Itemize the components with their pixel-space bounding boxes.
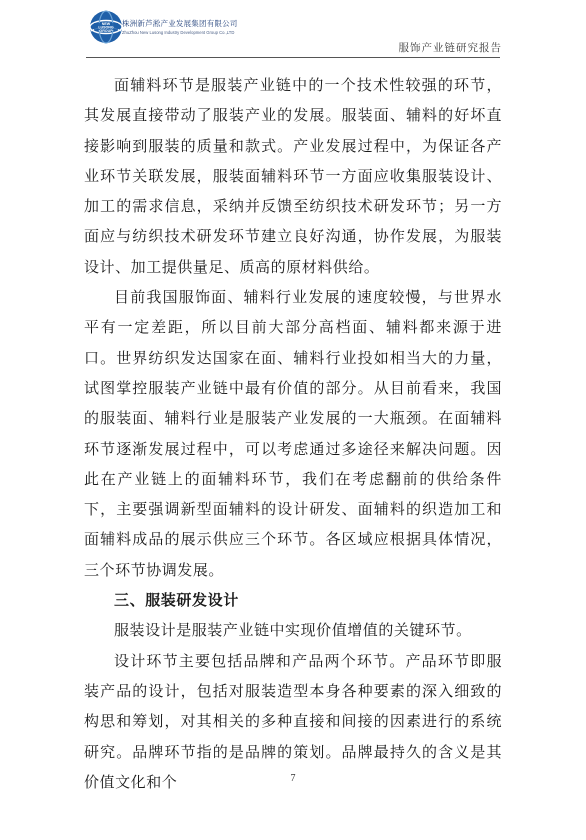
svg-text:NEW: NEW [101,22,111,27]
body-paragraph: 服装设计是服装产业链中实现价值增值的关键环节。 [114,621,472,640]
page-number: 7 [290,773,296,784]
company-name [122,18,322,35]
body-paragraph: 设计环节主要包括品牌和产品两个环节。产品环节即服装产品的设计，包括对服装造型本身各种要素的深入细致的构思和筹划，对其相关的多种直接和间接的因素进行的系统研究。品牌环节指的是品牌的策划。品牌最持久的含义是其价值文化和个 [84,651,502,791]
report-title: 服饰产业链研究报告 [398,42,502,54]
svg-text:GROUP: GROUP [99,29,113,33]
svg-text:LUSONG: LUSONG [98,25,114,30]
page-body [84,70,502,797]
company-name-en: ZhuZhou New Lusong Industry Development Group Co.,LTD [122,30,235,35]
company-logo-icon [88,9,124,45]
company-name-cn: 株洲新芦淞产业发展集团有限公司 [122,19,238,28]
body-paragraph: 面辅料环节是服装产业链中的一个技术性较强的环节，其发展直接带动了服装产业的发展。服装面、辅料的好坏直接影响到服装的质量和款式。产业发展过程中，为保证各产业环节关联发展，服装面辅料环节一方面应收集服装设计、加工的需求信息，采纳并反馈至纺织技术研发环节；另一方面应与纺织技术研发环节建立良好沟通，协作发展，为服装设计、加工提供量足、质高的原材料供给。 [84,76,502,276]
body-paragraph: 目前我国服饰面、辅料行业发展的速度较慢，与世界水平有一定差距，所以目前大部分高档面、辅料都来源于进口。世界纺织发达国家在面、辅料行业投如相当大的力量，试图掌控服装产业链中最有价值的部分。从目前看来，我国的服装面、辅料行业是服装产业发展的一大瓶颈。在面辅料环节逐渐发展过程中，可以考虑通过多途径来解决问题。因此在产业链上的面辅料环节，我们在考虑翻前的供给条件下，主要强调新型面辅料的设计研发、面辅料的织造加工和面辅料成品的展示供应三个环节。各区域应根据具体情况，三个环节协调发展。 [84,288,502,579]
page-header [0,0,586,62]
header-divider [86,57,500,58]
section-heading: 三、服装研发设计 [114,591,239,610]
